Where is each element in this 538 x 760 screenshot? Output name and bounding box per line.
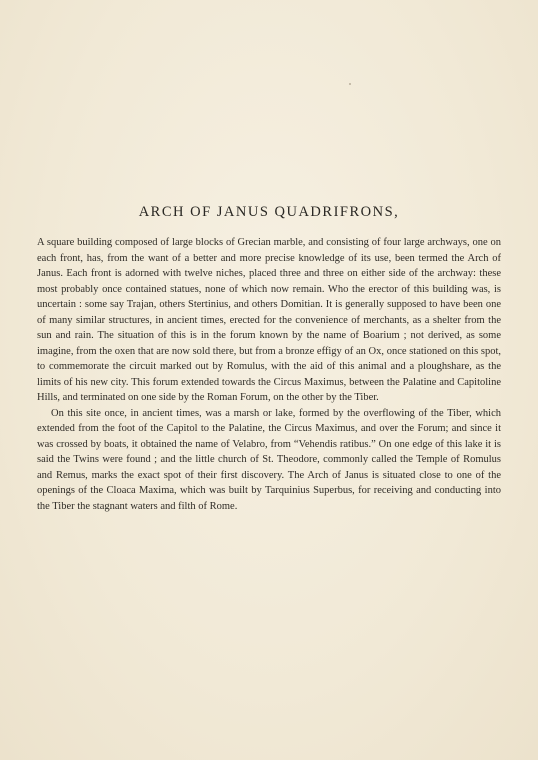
paragraph-2: On this site once, in ancient times, was a marsh or lake, formed by the overflowing of the Tiber, which extended from the foot of the Capitol to the Palatine, the Circus Maximus, and over the Forum; and since it was crossed by boats, it obtained the name of Velabro, from “Vehendis ratibus.” On one edge of this lake it is said the Twins were found ; and the little church of St. Theodore, commonly called the Temple of Romulus and Remus, marks the exact spot of their first discovery. The Arch of Janus is situated close to one of the openings of the Cloaca Maxima, which was built by Tarquinius Superbus, for receiving and conducting into the Tiber the stagnant waters and filth of Rome.	[37, 407, 501, 512]
document-title: ARCH OF JANUS QUADRIFRONS,	[138, 204, 400, 220]
paper-speck	[349, 83, 351, 85]
paragraph-1: A square building composed of large blocks of Grecian marble, and consisting of four large archways, one on each front, has, from the want of a better and more precise knowledge of its use, been termed the Arch of Janus. Each front is adorned with twelve niches, placed three and three on either side of the archway: these most probably once contained statues, none of which now remain. Who the erector of this building was, is uncertain : some say Trajan, others Stertinius, and others Domitian. It is generally supposed to have been one of many similar structures, in ancient times, erected for the convenience of merchants, as a shelter from the sun and rain. The situation of this is in the forum known by the name of Boarium ; not derived, as some imagine, from the oxen that are now sold there, but from a bronze effigy of an Ox, once stationed on this spot, to commemorate the circuit marked out by Romulus, with the aid of this animal and a ploughshare, as the limits of his new city. This forum extended towards the Circus Maximus, between the Palatine and Capitoline Hills, and terminated on one side by the Roman Forum, on the other by the Tiber.	[37, 237, 501, 403]
document-body	[37, 235, 501, 514]
